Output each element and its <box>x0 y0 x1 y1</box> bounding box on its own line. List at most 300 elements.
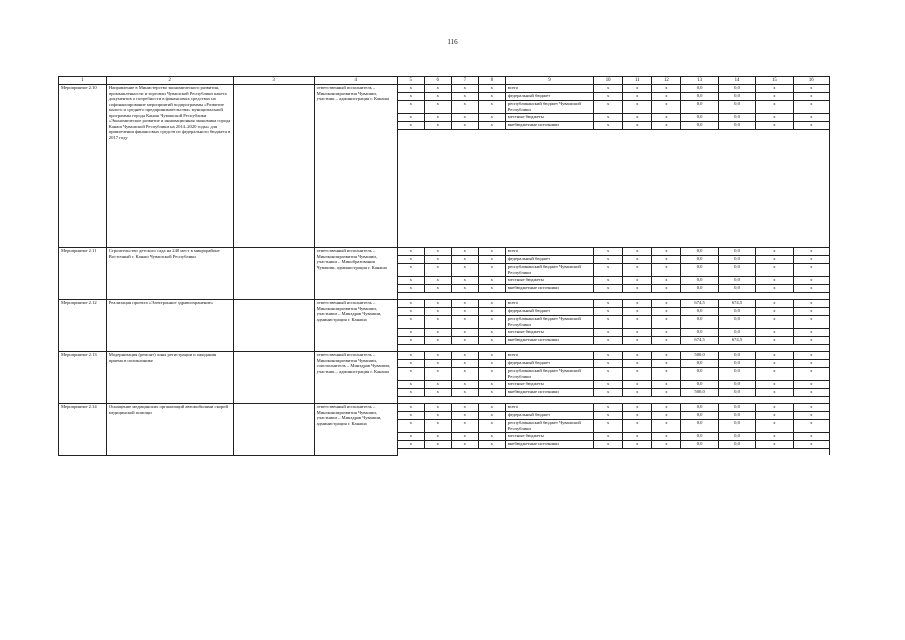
code-cell: х <box>424 277 451 285</box>
value-cell: х <box>756 248 793 256</box>
code-cell: х <box>451 285 478 293</box>
value-cell: х <box>793 412 829 420</box>
code-cell: х <box>424 360 451 368</box>
value-cell: х <box>756 285 793 293</box>
measure-code: Мероприятие 2.10 <box>59 85 107 248</box>
value-cell: х <box>793 352 829 360</box>
code-cell: х <box>451 300 478 308</box>
code-cell: х <box>451 277 478 285</box>
col-header: 6 <box>424 77 451 85</box>
code-cell: х <box>397 360 424 368</box>
funding-source: всего <box>505 404 593 412</box>
funding-source: внебюджетные источники <box>505 389 593 397</box>
amount-cell: 0,0 <box>718 308 755 316</box>
value-cell: х <box>623 329 652 337</box>
code-cell: х <box>478 300 505 308</box>
code-cell: х <box>451 433 478 441</box>
table-row <box>59 352 830 360</box>
amount-cell: 0,0 <box>681 412 718 420</box>
code-cell: х <box>397 352 424 360</box>
value-cell: х <box>623 433 652 441</box>
column-number-row <box>59 77 830 85</box>
code-cell: х <box>397 441 424 449</box>
amount-cell: 0,0 <box>681 329 718 337</box>
value-cell: х <box>756 308 793 316</box>
filler-cell <box>397 164 829 172</box>
code-cell: х <box>451 337 478 345</box>
value-cell: х <box>652 381 681 389</box>
value-cell: х <box>793 389 829 397</box>
amount-cell: 0,0 <box>718 316 755 329</box>
funding-source: внебюджетные источники <box>505 285 593 293</box>
value-cell: х <box>793 277 829 285</box>
code-cell: х <box>478 122 505 130</box>
filler-cell <box>397 397 829 404</box>
amount-cell: 0,0 <box>681 248 718 256</box>
code-cell: х <box>451 101 478 114</box>
value-cell: х <box>623 360 652 368</box>
value-cell: х <box>793 433 829 441</box>
value-cell: х <box>594 122 623 130</box>
value-cell: х <box>594 329 623 337</box>
amount-cell: 0,0 <box>681 122 718 130</box>
code-cell: х <box>451 441 478 449</box>
amount-cell: 0,0 <box>718 122 755 130</box>
value-cell: х <box>594 352 623 360</box>
code-cell: х <box>397 316 424 329</box>
value-cell: х <box>594 389 623 397</box>
code-cell: х <box>424 404 451 412</box>
filler-cell <box>397 180 829 188</box>
value-cell: х <box>594 404 623 412</box>
amount-cell: 0,0 <box>718 93 755 101</box>
value-cell: х <box>793 316 829 329</box>
value-cell: х <box>793 85 829 93</box>
code-cell: х <box>478 368 505 381</box>
value-cell: х <box>594 85 623 93</box>
code-cell: х <box>424 93 451 101</box>
value-cell: х <box>652 264 681 277</box>
code-cell: х <box>478 85 505 93</box>
value-cell: х <box>652 101 681 114</box>
funding-source: всего <box>505 248 593 256</box>
value-cell: х <box>652 300 681 308</box>
value-cell: х <box>623 368 652 381</box>
value-cell: х <box>652 85 681 93</box>
result-cell <box>233 300 314 352</box>
code-cell: х <box>424 441 451 449</box>
value-cell: х <box>756 85 793 93</box>
value-cell: х <box>594 93 623 101</box>
amount-cell: 0,0 <box>718 101 755 114</box>
code-cell: х <box>424 122 451 130</box>
funding-source: федеральный бюджет <box>505 360 593 368</box>
table-body <box>59 85 830 456</box>
measure-name: Строительство детского сада на 240 мест в микрорайоне Восточный г. Канаш Чувашской Республики <box>106 248 233 300</box>
code-cell: х <box>478 248 505 256</box>
code-cell: х <box>397 337 424 345</box>
code-cell: х <box>478 308 505 316</box>
funding-source: внебюджетные источники <box>505 441 593 449</box>
amount-cell: 0,0 <box>681 93 718 101</box>
amount-cell: 0,0 <box>718 85 755 93</box>
value-cell: х <box>793 264 829 277</box>
value-cell: х <box>756 404 793 412</box>
value-cell: х <box>756 389 793 397</box>
amount-cell: 0,0 <box>681 285 718 293</box>
value-cell: х <box>623 93 652 101</box>
col-header: 14 <box>718 77 755 85</box>
filler-cell <box>397 172 829 180</box>
amount-cell: 674,5 <box>718 300 755 308</box>
value-cell: х <box>594 337 623 345</box>
funding-source: местные бюджеты <box>505 381 593 389</box>
filler-cell <box>397 293 829 300</box>
measure-executor: ответственный исполнитель – Минэкономразвития Чувашии, соисполнитель – Минздрав Чувашии, участник – администрация г. Канаша <box>314 352 397 404</box>
measure-name: Модернизация (ремонт) зоны регистрации и ожидания приема в поликлинике <box>106 352 233 404</box>
value-cell: х <box>652 308 681 316</box>
value-cell: х <box>652 420 681 433</box>
funding-source: федеральный бюджет <box>505 93 593 101</box>
value-cell: х <box>623 277 652 285</box>
value-cell: х <box>594 308 623 316</box>
funding-source: федеральный бюджет <box>505 308 593 316</box>
amount-cell: 0,0 <box>681 101 718 114</box>
code-cell: х <box>397 420 424 433</box>
value-cell: х <box>756 316 793 329</box>
value-cell: х <box>623 300 652 308</box>
code-cell: х <box>451 381 478 389</box>
amount-cell: 0,0 <box>718 248 755 256</box>
value-cell: х <box>594 256 623 264</box>
measure-name: Оснащение медицинских организаций автомобилями скорой медицинской помощи <box>106 404 233 456</box>
value-cell: х <box>793 300 829 308</box>
code-cell: х <box>478 337 505 345</box>
result-cell <box>233 404 314 456</box>
amount-cell: 0,0 <box>681 433 718 441</box>
amount-cell: 0,0 <box>718 420 755 433</box>
value-cell: х <box>793 101 829 114</box>
amount-cell: 0,0 <box>718 256 755 264</box>
code-cell: х <box>478 93 505 101</box>
measure-name: Направление в Министерство экономического развития, промышленности и торговли Чувашской Республики пакета документов о потребности в финансовых средствах на софинансирование мероприятий подпрограммы «Развитие малого и среднего предпринимательства» муниципальной программы города Канаш Чувашской Республики «Экономическое развитие и инновационная экономика города Канаш Чувашской Республики на 2014–2020 годы» для привлечения финансовых средств из федерального бюджета в 2017 году <box>106 85 233 248</box>
code-cell: х <box>478 433 505 441</box>
filler-cell <box>397 189 829 197</box>
funding-source: местные бюджеты <box>505 433 593 441</box>
col-header: 16 <box>793 77 829 85</box>
value-cell: х <box>652 433 681 441</box>
value-cell: х <box>793 122 829 130</box>
code-cell: х <box>424 285 451 293</box>
measure-executor: ответственный исполнитель – Минэкономразвития Чувашии, участники – Минобразования Чувашии, администрация г. Канаша <box>314 248 397 300</box>
amount-cell: 0,0 <box>681 85 718 93</box>
col-header: 13 <box>681 77 718 85</box>
page-number: 116 <box>447 38 458 46</box>
col-header: 11 <box>623 77 652 85</box>
value-cell: х <box>756 368 793 381</box>
code-cell: х <box>424 256 451 264</box>
code-cell: х <box>478 420 505 433</box>
value-cell: х <box>623 412 652 420</box>
value-cell: х <box>623 248 652 256</box>
code-cell: х <box>397 404 424 412</box>
amount-cell: 0,0 <box>681 316 718 329</box>
value-cell: х <box>793 285 829 293</box>
code-cell: х <box>451 256 478 264</box>
code-cell: х <box>424 85 451 93</box>
code-cell: х <box>478 441 505 449</box>
value-cell: х <box>756 93 793 101</box>
code-cell: х <box>451 93 478 101</box>
amount-cell: 0,0 <box>718 389 755 397</box>
funding-source: всего <box>505 300 593 308</box>
code-cell: х <box>451 329 478 337</box>
result-cell <box>233 248 314 300</box>
value-cell: х <box>652 114 681 122</box>
amount-cell: 0,0 <box>681 264 718 277</box>
code-cell: х <box>397 277 424 285</box>
value-cell: х <box>623 337 652 345</box>
measure-code: Мероприятие 2.14 <box>59 404 107 456</box>
amount-cell: 0,0 <box>681 114 718 122</box>
code-cell: х <box>451 122 478 130</box>
value-cell: х <box>594 420 623 433</box>
value-cell: х <box>793 404 829 412</box>
value-cell: х <box>793 368 829 381</box>
value-cell: х <box>594 433 623 441</box>
code-cell: х <box>424 420 451 433</box>
value-cell: х <box>652 256 681 264</box>
value-cell: х <box>793 381 829 389</box>
value-cell: х <box>623 420 652 433</box>
value-cell: х <box>756 433 793 441</box>
amount-cell: 0,0 <box>718 412 755 420</box>
amount-cell: 0,0 <box>681 308 718 316</box>
value-cell: х <box>652 93 681 101</box>
value-cell: х <box>623 264 652 277</box>
value-cell: х <box>594 101 623 114</box>
value-cell: х <box>652 368 681 381</box>
code-cell: х <box>397 412 424 420</box>
value-cell: х <box>652 337 681 345</box>
measure-code: Мероприятие 2.12 <box>59 300 107 352</box>
funding-source: республиканский бюджет Чувашской Республики <box>505 368 593 381</box>
value-cell: х <box>594 412 623 420</box>
filler-cell <box>397 345 829 352</box>
funding-source: всего <box>505 352 593 360</box>
filler-cell <box>397 197 829 205</box>
code-cell: х <box>424 264 451 277</box>
code-cell: х <box>397 248 424 256</box>
funding-source: федеральный бюджет <box>505 256 593 264</box>
code-cell: х <box>424 101 451 114</box>
value-cell: х <box>594 300 623 308</box>
amount-cell: 0,0 <box>681 277 718 285</box>
value-cell: х <box>793 360 829 368</box>
value-cell: х <box>652 329 681 337</box>
funding-source: республиканский бюджет Чувашской Республики <box>505 420 593 433</box>
filler-cell <box>397 231 829 239</box>
col-header: 10 <box>594 77 623 85</box>
value-cell: х <box>793 248 829 256</box>
value-cell: х <box>652 404 681 412</box>
table-row <box>59 404 830 412</box>
col-header: 12 <box>652 77 681 85</box>
value-cell: х <box>652 441 681 449</box>
code-cell: х <box>397 389 424 397</box>
value-cell: х <box>623 285 652 293</box>
value-cell: х <box>652 412 681 420</box>
amount-cell: 500,0 <box>681 389 718 397</box>
amount-cell: 0,0 <box>681 420 718 433</box>
code-cell: х <box>478 316 505 329</box>
filler-cell <box>397 138 829 146</box>
code-cell: х <box>424 114 451 122</box>
code-cell: х <box>451 248 478 256</box>
col-header: 2 <box>106 77 233 85</box>
code-cell: х <box>478 389 505 397</box>
measure-code: Мероприятие 2.13 <box>59 352 107 404</box>
value-cell: х <box>623 85 652 93</box>
value-cell: х <box>756 256 793 264</box>
value-cell: х <box>793 114 829 122</box>
col-header: 1 <box>59 77 107 85</box>
code-cell: х <box>478 404 505 412</box>
amount-cell: 0,0 <box>718 404 755 412</box>
code-cell: х <box>478 277 505 285</box>
code-cell: х <box>424 412 451 420</box>
code-cell: х <box>424 337 451 345</box>
code-cell: х <box>397 256 424 264</box>
amount-cell: 500,0 <box>681 352 718 360</box>
filler-cell <box>397 222 829 230</box>
table-row <box>59 300 830 308</box>
code-cell: х <box>451 360 478 368</box>
amount-cell: 0,0 <box>718 433 755 441</box>
amount-cell: 0,0 <box>681 256 718 264</box>
code-cell: х <box>451 404 478 412</box>
code-cell: х <box>397 114 424 122</box>
filler-cell <box>397 449 829 456</box>
value-cell: х <box>652 360 681 368</box>
table-row <box>59 85 830 93</box>
value-cell: х <box>652 248 681 256</box>
program-table <box>58 76 830 456</box>
value-cell: х <box>756 101 793 114</box>
code-cell: х <box>478 264 505 277</box>
code-cell: х <box>451 412 478 420</box>
amount-cell: 0,0 <box>718 329 755 337</box>
filler-cell <box>397 155 829 163</box>
amount-cell: 0,0 <box>681 404 718 412</box>
value-cell: х <box>623 381 652 389</box>
code-cell: х <box>478 285 505 293</box>
value-cell: х <box>793 329 829 337</box>
amount-cell: 0,0 <box>718 264 755 277</box>
funding-source: местные бюджеты <box>505 277 593 285</box>
code-cell: х <box>478 329 505 337</box>
amount-cell: 0,0 <box>718 441 755 449</box>
value-cell: х <box>652 316 681 329</box>
value-cell: х <box>652 352 681 360</box>
filler-cell <box>397 147 829 155</box>
table-row <box>59 248 830 256</box>
code-cell: х <box>451 264 478 277</box>
value-cell: х <box>623 389 652 397</box>
value-cell: х <box>652 277 681 285</box>
value-cell: х <box>594 285 623 293</box>
value-cell: х <box>652 389 681 397</box>
filler-cell <box>397 130 829 139</box>
value-cell: х <box>793 93 829 101</box>
amount-cell: 0,0 <box>681 368 718 381</box>
code-cell: х <box>424 248 451 256</box>
value-cell: х <box>756 114 793 122</box>
measure-code: Мероприятие 2.11 <box>59 248 107 300</box>
amount-cell: 0,0 <box>681 441 718 449</box>
value-cell: х <box>756 360 793 368</box>
col-header: 9 <box>505 77 593 85</box>
code-cell: х <box>451 368 478 381</box>
funding-source: местные бюджеты <box>505 114 593 122</box>
value-cell: х <box>756 412 793 420</box>
measure-name: Реализация проекта «Электронное здравоохранение» <box>106 300 233 352</box>
amount-cell: 674,5 <box>718 337 755 345</box>
amount-cell: 0,0 <box>718 277 755 285</box>
code-cell: х <box>451 316 478 329</box>
col-header: 7 <box>451 77 478 85</box>
value-cell: х <box>594 441 623 449</box>
col-header: 4 <box>314 77 397 85</box>
funding-source: республиканский бюджет Чувашской Республики <box>505 316 593 329</box>
value-cell: х <box>756 264 793 277</box>
code-cell: х <box>397 329 424 337</box>
code-cell: х <box>397 308 424 316</box>
value-cell: х <box>756 122 793 130</box>
amount-cell: 0,0 <box>718 114 755 122</box>
amount-cell: 0,0 <box>718 360 755 368</box>
funding-source: республиканский бюджет Чувашской Республики <box>505 101 593 114</box>
filler-cell <box>397 206 829 214</box>
col-header: 3 <box>233 77 314 85</box>
code-cell: х <box>424 300 451 308</box>
code-cell: х <box>451 352 478 360</box>
amount-cell: 0,0 <box>718 368 755 381</box>
amount-cell: 0,0 <box>718 381 755 389</box>
value-cell: х <box>594 248 623 256</box>
value-cell: х <box>793 441 829 449</box>
code-cell: х <box>424 389 451 397</box>
code-cell: х <box>478 352 505 360</box>
code-cell: х <box>397 368 424 381</box>
result-cell <box>233 85 314 248</box>
code-cell: х <box>397 300 424 308</box>
value-cell: х <box>594 360 623 368</box>
amount-cell: 0,0 <box>681 360 718 368</box>
code-cell: х <box>478 412 505 420</box>
value-cell: х <box>793 308 829 316</box>
code-cell: х <box>478 381 505 389</box>
code-cell: х <box>478 101 505 114</box>
value-cell: х <box>793 420 829 433</box>
code-cell: х <box>424 329 451 337</box>
value-cell: х <box>756 337 793 345</box>
code-cell: х <box>478 360 505 368</box>
col-header: 8 <box>478 77 505 85</box>
value-cell: х <box>594 277 623 285</box>
code-cell: х <box>451 420 478 433</box>
measure-executor: ответственный исполнитель – Минэкономразвития Чувашии, участники – Минздрав Чувашии, администрация г. Канаша <box>314 404 397 456</box>
